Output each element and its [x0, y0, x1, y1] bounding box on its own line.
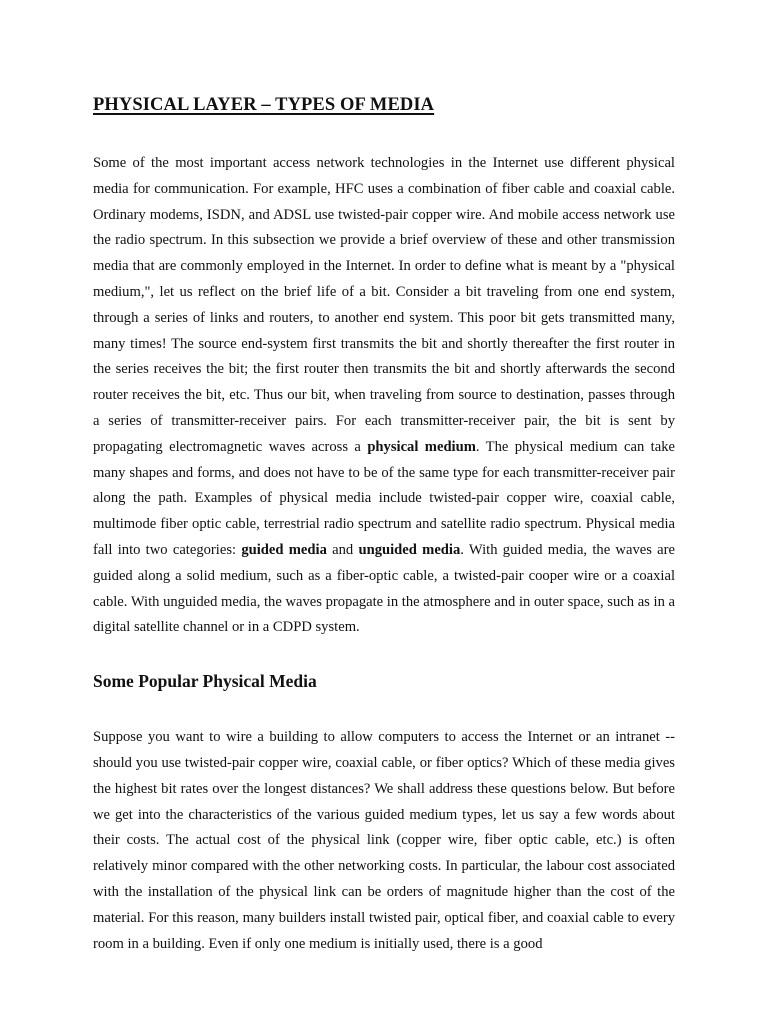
document-page — [93, 92, 675, 957]
term-physical-medium: physical medium — [367, 438, 476, 455]
term-unguided-media: unguided media — [358, 541, 461, 558]
intro-paragraph — [93, 151, 675, 641]
intro-text-part1: Some of the most important access network technologies in the Internet use different physical media for communication. For example, HFC uses a combination of fiber cable and coaxial cable. Ordinary modems, ISDN, and ADSL use twisted-pair copper wire. And mobile access network use the radio spectrum. In this subsection we provide a brief overview of these and other transmission media that are commonly employed in the Internet. In order to define what is meant by a "physical medium,", let us reflect on the brief life of a bit. Consider a bit traveling from one end system, through a series of links and routers, to another end system. This poor bit gets transmitted many, many times! The source end-system first transmits the bit and shortly thereafter the first router in the series receives the bit; the first router then transmits the bit and shortly afterwards the second router receives the bit, etc. Thus our bit, when traveling from source to destination, passes through a series of transmitter-receiver pairs. For each transmitter-receiver pair, the bit is sent by propagating electromagnetic waves across a — [93, 155, 675, 455]
section-paragraph: Suppose you want to wire a building to allow computers to access the Internet or an intranet -- should you use twisted-pair copper wire, coaxial cable, or fiber optics? Which of these media gives the highest bit rates over the longest distances? We shall address these questions below. But before we get into the characteristics of the various guided medium types, let us say a few words about their costs. The actual cost of the physical link (copper wire, fiber optic cable, etc.) is often relatively minor compared with the other networking costs. In particular, the labour cost associated with the installation of the physical link can be orders of magnitude higher than the cost of the material. For this reason, many builders install twisted pair, optical fiber, and coaxial cable to every room in a building. Even if only one medium is initially used, there is a good — [93, 729, 675, 952]
term-guided-media: guided media — [241, 541, 327, 558]
intro-text-part2: . The physical medium can take many shapes and forms, and does not have to be of the same type for each transmitter-receiver pair along the path. Examples of physical media include twisted-pair copper wire, coaxial cable, multimode fiber optic cable, terrestrial radio spectrum and satellite radio spectrum. Physical media fall into two categories: — [93, 438, 675, 558]
intro-text-part4: . With guided media, the waves are guided along a solid medium, such as a fiber-optic cable, a twisted-pair cooper wire or a coaxial cable. With unguided media, the waves propagate in the atmosphere and in outer space, such as in a digital satellite channel or in a CDPD system. — [93, 541, 675, 636]
intro-text-part3: and — [326, 541, 359, 558]
document-title: PHYSICAL LAYER – TYPES OF MEDIA — [93, 95, 435, 115]
section-heading: Some Popular Physical Media — [93, 671, 317, 692]
